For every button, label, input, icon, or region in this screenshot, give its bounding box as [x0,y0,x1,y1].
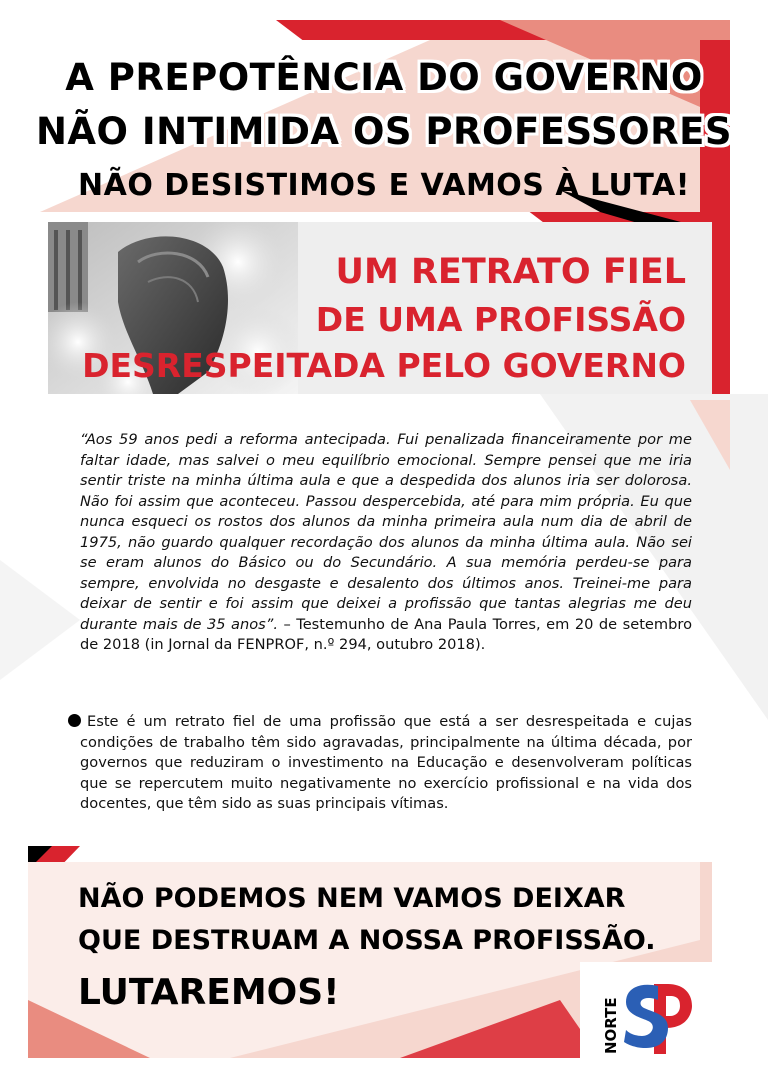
headline-line-1: A PREPOTÊNCIA DO GOVERNO [65,56,703,99]
body-left-wedge [0,560,80,680]
bullet-text: Este é um retrato fiel de uma profissão que está a ser desrespeitada e cujas condições de trabalho têm sido agravadas, principalmente na última década, por governos que reduziram o investimento na Educação e desenvolveram políticas que se repercutem muito negativamente no exercício profissional e na vida dos docentes, que têm sido as suas principais vítimas. [80,713,692,812]
closing-line-2: QUE DESTRUAM A NOSSA PROFISSÃO. [78,925,656,956]
testimony-attribution: – Testemunho de Ana Paula Torres, em 20 de setembro de 2018 (in Jornal da FENPROF, n.º 294, outubro 2018). [80,615,693,653]
logo-side-text: NORTE [602,997,620,1054]
headline-line-2: NÃO INTIMIDA OS PROFESSORES [35,110,733,153]
sp-union-logo [596,978,696,1058]
subheadline-line-1: UM RETRATO FIEL [335,252,686,292]
closing-line-1: NÃO PODEMOS NEM VAMOS DEIXAR [78,883,626,914]
bullet-paragraph [80,712,692,815]
closing-line-3: LUTAREMOS! [78,972,340,1013]
bullet-icon [68,714,81,727]
subheadline-line-3: DESRESPEITADA PELO GOVERNO [82,346,686,385]
testimony-paragraph [80,430,692,656]
testimony-quote: “Aos 59 anos pedi a reforma antecipada. Fui penalizada financeiramente por me faltar idade, mas salvei o meu equilíbrio emocional. Sempre pensei que me iria sentir triste na minha última aula e que a despedida dos alunos iria ser dolorosa. Não foi assim que aconteceu. Passou despercebida, até para mim própria. Eu que nunca esqueci os rostos dos alunos da minha primeira aula num dia de abril de 1975, não guardo qualquer recordação dos alunos da minha última aula. Não sei se eram alunos do Básico ou do Secundário. A sua memória perdeu-se para sempre, envolvida no desgaste e desalento dos últimos anos. Treinei-me para deixar de sentir e foi assim que deixei a profissão que tantas alegrias me deu durante mais de 35 anos”. [80,431,692,633]
headline-line-3: NÃO DESISTIMOS E VAMOS À LUTA! [78,168,690,203]
subheadline-line-2: DE UMA PROFISSÃO [315,300,686,339]
